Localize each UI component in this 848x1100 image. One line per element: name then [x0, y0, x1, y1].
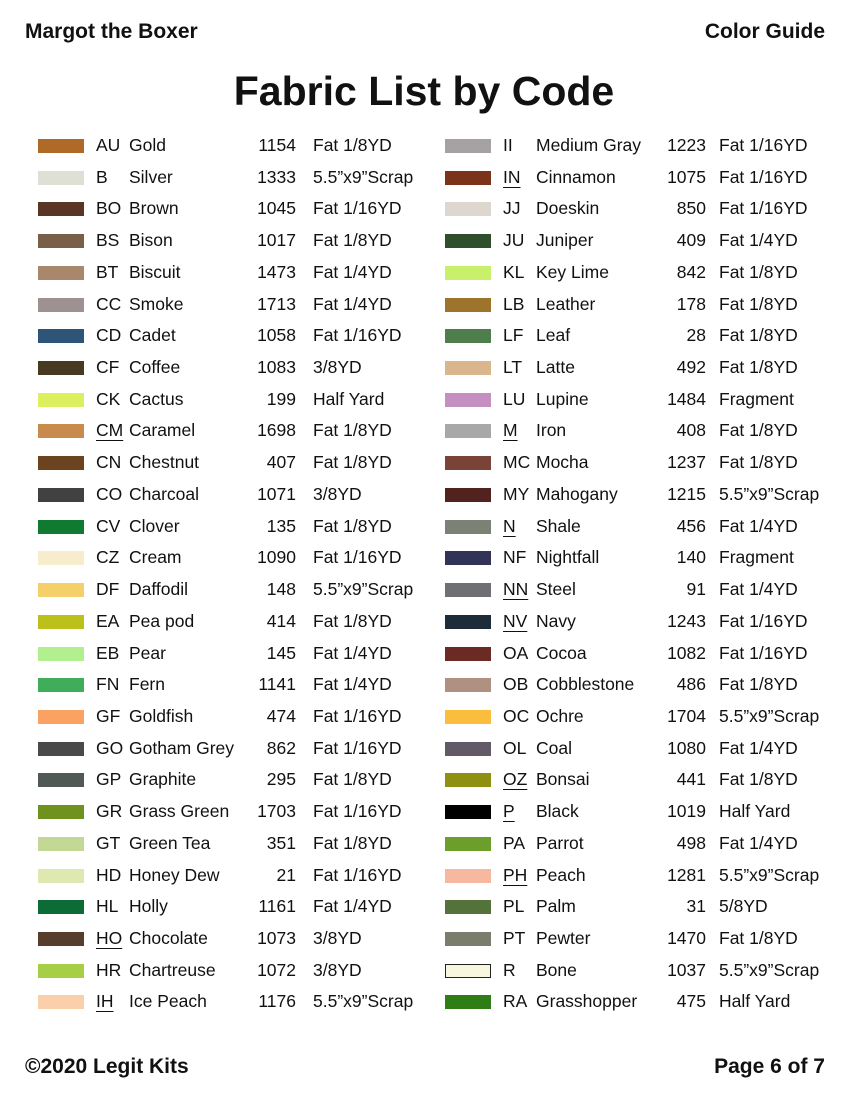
fabric-code: LB: [503, 293, 525, 314]
fabric-quantity: Fat 1/16YD: [313, 325, 402, 346]
fabric-code: LT: [503, 357, 523, 378]
fabric-number: 492: [676, 357, 706, 378]
fabric-name: Leather: [536, 293, 596, 314]
fabric-quantity: Fat 1/16YD: [313, 864, 402, 885]
fabric-code: CC: [96, 293, 122, 314]
fabric-number: 1176: [258, 991, 296, 1012]
fabric-number: 414: [266, 610, 296, 631]
fabric-quantity: Half Yard: [719, 991, 791, 1012]
fabric-number: 1215: [667, 483, 706, 504]
fabric-number: 407: [266, 452, 296, 473]
color-swatch: [38, 171, 84, 185]
fabric-quantity: Fat 1/8YD: [313, 452, 392, 473]
color-swatch: [38, 805, 84, 819]
fabric-code: PH: [503, 864, 528, 885]
fabric-number: 351: [266, 832, 296, 853]
fabric-number: 1161: [258, 896, 296, 917]
fabric-quantity: Fat 1/16YD: [313, 198, 402, 219]
fabric-name: Smoke: [129, 293, 184, 314]
fabric-quantity: Fat 1/16YD: [313, 547, 402, 568]
fabric-quantity: Fat 1/8YD: [313, 769, 392, 790]
color-swatch: [38, 424, 84, 438]
color-swatch: [445, 805, 491, 819]
fabric-quantity: Half Yard: [313, 388, 385, 409]
fabric-number: 1243: [667, 610, 706, 631]
fabric-code: LU: [503, 388, 526, 409]
fabric-code: CK: [96, 388, 121, 409]
fabric-code: PL: [503, 896, 525, 917]
color-swatch: [38, 520, 84, 534]
color-swatch: [445, 361, 491, 375]
fabric-quantity: Fat 1/4YD: [313, 896, 392, 917]
fabric-name: Cinnamon: [536, 166, 616, 187]
fabric-number: 178: [676, 293, 706, 314]
fabric-name: Fern: [129, 674, 165, 695]
fabric-name: Bone: [536, 959, 577, 980]
color-swatch: [38, 773, 84, 787]
fabric-name: Black: [536, 801, 579, 822]
fabric-number: 28: [686, 325, 706, 346]
fabric-quantity: 5/8YD: [719, 896, 768, 917]
color-swatch: [445, 456, 491, 470]
color-swatch: [38, 298, 84, 312]
color-swatch: [445, 202, 491, 216]
fabric-quantity: 3/8YD: [313, 959, 362, 980]
fabric-code: NV: [503, 610, 528, 631]
fabric-code: MY: [503, 483, 530, 504]
fabric-name: Latte: [536, 357, 575, 378]
fabric-name: Chestnut: [129, 452, 200, 473]
fabric-code: OB: [503, 674, 529, 695]
fabric-code: LF: [503, 325, 524, 346]
guide-label: Color Guide: [704, 20, 825, 43]
fabric-quantity: Fat 1/16YD: [719, 198, 808, 219]
fabric-quantity: Fat 1/4YD: [719, 737, 798, 758]
fabric-number: 145: [266, 642, 296, 663]
color-swatch: [38, 202, 84, 216]
fabric-number: 140: [676, 547, 706, 568]
color-swatch: [38, 456, 84, 470]
fabric-code: OZ: [503, 769, 528, 790]
fabric-name: Coffee: [129, 357, 181, 378]
fabric-name: Steel: [536, 579, 576, 600]
fabric-code: R: [503, 959, 516, 980]
fabric-number: 1333: [257, 166, 296, 187]
fabric-number: 1075: [667, 166, 706, 187]
fabric-name: Honey Dew: [129, 864, 220, 885]
color-swatch: [38, 551, 84, 565]
color-swatch: [445, 869, 491, 883]
fabric-name: Goldfish: [129, 705, 194, 726]
fabric-quantity: Fragment: [719, 388, 794, 409]
color-swatch: [38, 742, 84, 756]
fabric-code: BT: [96, 261, 119, 282]
fabric-code: CM: [96, 420, 124, 441]
fabric-quantity: Fat 1/16YD: [313, 737, 402, 758]
fabric-name: Cream: [129, 547, 182, 568]
color-swatch: [445, 710, 491, 724]
fabric-number: 1073: [257, 927, 296, 948]
fabric-number: 1703: [257, 801, 296, 822]
fabric-code: M: [503, 420, 518, 441]
color-swatch: [38, 266, 84, 280]
fabric-name: Brown: [129, 198, 179, 219]
fabric-number: 1019: [667, 801, 706, 822]
fabric-name: Mahogany: [536, 483, 618, 504]
fabric-number: 486: [676, 674, 706, 695]
fabric-name: Graphite: [129, 769, 197, 790]
fabric-quantity: Fat 1/8YD: [719, 325, 798, 346]
color-swatch: [445, 266, 491, 280]
color-swatch: [38, 678, 84, 692]
color-swatch: [445, 393, 491, 407]
color-swatch: [445, 615, 491, 629]
fabric-name: Chartreuse: [129, 959, 216, 980]
fabric-quantity: Fat 1/8YD: [313, 135, 392, 155]
fabric-code: RA: [503, 991, 528, 1012]
fabric-number: 1713: [257, 293, 296, 314]
fabric-number: 456: [676, 515, 706, 536]
fabric-name: Pear: [129, 642, 166, 663]
fabric-code: B: [96, 166, 108, 187]
fabric-number: 1704: [667, 705, 706, 726]
fabric-code: II: [503, 135, 513, 155]
fabric-name: Charcoal: [129, 483, 200, 504]
fabric-name: Biscuit: [129, 261, 181, 282]
color-swatch: [38, 615, 84, 629]
color-swatch: [38, 837, 84, 851]
fabric-number: 498: [676, 832, 706, 853]
fabric-number: 1037: [667, 959, 706, 980]
color-swatch: [445, 995, 491, 1009]
fabric-name: Pewter: [536, 927, 591, 948]
fabric-code: MC: [503, 452, 531, 473]
fabric-name: Bonsai: [536, 769, 590, 790]
fabric-name: Cobblestone: [536, 674, 635, 695]
fabric-code: NF: [503, 547, 527, 568]
fabric-quantity: Fat 1/4YD: [719, 230, 798, 251]
fabric-number: 1045: [257, 198, 296, 219]
fabric-code: P: [503, 801, 515, 822]
fabric-name: Ochre: [536, 705, 584, 726]
fabric-name: Daffodil: [129, 579, 189, 600]
fabric-quantity: Fat 1/8YD: [719, 420, 798, 441]
color-swatch: [445, 742, 491, 756]
fabric-number: 474: [266, 705, 296, 726]
fabric-code: HL: [96, 896, 119, 917]
fabric-name: Chocolate: [129, 927, 208, 948]
color-swatch: [38, 329, 84, 343]
fabric-quantity: Fat 1/4YD: [313, 674, 392, 695]
fabric-code: OA: [503, 642, 529, 663]
color-swatch: [38, 932, 84, 946]
color-swatch: [38, 393, 84, 407]
fabric-number: 199: [266, 388, 296, 409]
color-swatch: [38, 361, 84, 375]
fabric-quantity: Fat 1/8YD: [719, 357, 798, 378]
fabric-quantity: Fat 1/8YD: [719, 769, 798, 790]
color-swatch: [445, 583, 491, 597]
fabric-quantity: Fat 1/16YD: [719, 642, 808, 663]
color-swatch: [38, 234, 84, 248]
color-swatch: [38, 583, 84, 597]
fabric-quantity: 5.5”x9”Scrap: [313, 166, 414, 187]
fabric-name: Shale: [536, 515, 581, 536]
color-swatch: [445, 964, 491, 978]
fabric-number: 1470: [667, 927, 706, 948]
page-title: Fabric List by Code: [233, 68, 615, 114]
fabric-name: Peach: [536, 864, 586, 885]
fabric-name: Cactus: [129, 388, 184, 409]
fabric-name: Caramel: [129, 420, 196, 441]
fabric-quantity: Fat 1/4YD: [313, 261, 392, 282]
fabric-name: Clover: [129, 515, 180, 536]
fabric-number: 1090: [257, 547, 296, 568]
fabric-quantity: Fat 1/16YD: [313, 801, 402, 822]
color-swatch: [445, 678, 491, 692]
fabric-quantity: Fat 1/8YD: [313, 832, 392, 853]
fabric-number: 21: [276, 864, 296, 885]
fabric-name: Medium Gray: [536, 135, 642, 155]
fabric-quantity: Fat 1/16YD: [719, 135, 808, 155]
fabric-quantity: 5.5”x9”Scrap: [313, 579, 414, 600]
fabric-code: CV: [96, 515, 121, 536]
color-swatch: [38, 647, 84, 661]
fabric-code: GO: [96, 737, 124, 758]
color-swatch: [38, 869, 84, 883]
page-number: Page 6 of 7: [714, 1055, 825, 1078]
fabric-number: 31: [686, 896, 706, 917]
fabric-quantity: 5.5”x9”Scrap: [313, 991, 414, 1012]
fabric-quantity: Fat 1/8YD: [719, 293, 798, 314]
color-swatch: [445, 298, 491, 312]
fabric-code: OL: [503, 737, 527, 758]
fabric-code: GR: [96, 801, 123, 822]
color-swatch: [445, 171, 491, 185]
fabric-code: GF: [96, 705, 121, 726]
fabric-quantity: Fat 1/8YD: [313, 230, 392, 251]
fabric-number: 850: [676, 198, 706, 219]
fabric-quantity: 3/8YD: [313, 927, 362, 948]
fabric-name: Key Lime: [536, 261, 609, 282]
color-swatch: [445, 551, 491, 565]
fabric-code: JJ: [503, 198, 521, 219]
color-swatch: [445, 900, 491, 914]
fabric-name: Gold: [129, 135, 166, 155]
fabric-number: 1058: [257, 325, 296, 346]
fabric-code: AU: [96, 135, 121, 155]
fabric-code: HR: [96, 959, 122, 980]
fabric-name: Green Tea: [129, 832, 211, 853]
fabric-name: Lupine: [536, 388, 589, 409]
fabric-quantity: Fat 1/8YD: [719, 261, 798, 282]
fabric-quantity: Fat 1/16YD: [719, 610, 808, 631]
color-swatch: [445, 234, 491, 248]
fabric-name: Bison: [129, 230, 173, 251]
fabric-number: 1080: [667, 737, 706, 758]
fabric-quantity: Fat 1/8YD: [313, 420, 392, 441]
fabric-code: BO: [96, 198, 122, 219]
fabric-name: Grasshopper: [536, 991, 638, 1012]
fabric-code: IH: [96, 991, 114, 1012]
fabric-number: 1083: [257, 357, 296, 378]
fabric-name: Leaf: [536, 325, 571, 346]
fabric-quantity: Fat 1/4YD: [313, 642, 392, 663]
fabric-code: HD: [96, 864, 122, 885]
fabric-quantity: Fat 1/8YD: [719, 674, 798, 695]
color-swatch: [445, 932, 491, 946]
fabric-number: 475: [676, 991, 706, 1012]
fabric-name: Grass Green: [129, 801, 230, 822]
fabric-name: Doeskin: [536, 198, 600, 219]
fabric-quantity: Fat 1/4YD: [313, 293, 392, 314]
fabric-code: CZ: [96, 547, 120, 568]
fabric-name: Cocoa: [536, 642, 587, 663]
fabric-code: CD: [96, 325, 122, 346]
fabric-number: 842: [676, 261, 706, 282]
fabric-number: 441: [676, 769, 706, 790]
fabric-name: Gotham Grey: [129, 737, 235, 758]
fabric-code: HO: [96, 927, 123, 948]
fabric-quantity: Fat 1/16YD: [313, 705, 402, 726]
fabric-number: 1017: [257, 230, 296, 251]
fabric-quantity: Fat 1/8YD: [313, 610, 392, 631]
fabric-code: IN: [503, 166, 521, 187]
fabric-code: EA: [96, 610, 120, 631]
fabric-quantity: Half Yard: [719, 801, 791, 822]
color-swatch: [445, 329, 491, 343]
color-swatch: [38, 488, 84, 502]
fabric-quantity: 3/8YD: [313, 357, 362, 378]
fabric-quantity: 5.5”x9”Scrap: [719, 864, 820, 885]
fabric-name: Parrot: [536, 832, 584, 853]
fabric-quantity: Fat 1/4YD: [719, 515, 798, 536]
color-swatch: [38, 964, 84, 978]
fabric-number: 295: [266, 769, 296, 790]
fabric-code: FN: [96, 674, 120, 695]
fabric-code: CF: [96, 357, 120, 378]
fabric-name: Ice Peach: [129, 991, 207, 1012]
fabric-quantity: 3/8YD: [313, 483, 362, 504]
fabric-number: 1223: [667, 135, 706, 155]
fabric-name: Mocha: [536, 452, 589, 473]
fabric-code: KL: [503, 261, 525, 282]
fabric-number: 1072: [257, 959, 296, 980]
fabric-name: Palm: [536, 896, 576, 917]
fabric-code: N: [503, 515, 516, 536]
fabric-name: Silver: [129, 166, 173, 187]
fabric-number: 1698: [257, 420, 296, 441]
fabric-name: Juniper: [536, 230, 594, 251]
fabric-code: BS: [96, 230, 120, 251]
color-swatch: [445, 488, 491, 502]
fabric-number: 91: [686, 579, 706, 600]
color-swatch: [445, 520, 491, 534]
fabric-number: 1473: [257, 261, 296, 282]
fabric-quantity: Fat 1/8YD: [719, 452, 798, 473]
fabric-code: DF: [96, 579, 120, 600]
fabric-quantity: 5.5”x9”Scrap: [719, 483, 820, 504]
fabric-code: PT: [503, 927, 526, 948]
fabric-number: 1281: [667, 864, 706, 885]
fabric-quantity: Fat 1/16YD: [719, 166, 808, 187]
fabric-number: 148: [266, 579, 296, 600]
color-swatch: [38, 139, 84, 153]
fabric-number: 862: [266, 737, 296, 758]
fabric-name: Cadet: [129, 325, 176, 346]
fabric-name: Navy: [536, 610, 576, 631]
fabric-quantity: 5.5”x9”Scrap: [719, 705, 820, 726]
fabric-number: 1141: [258, 674, 296, 695]
color-swatch: [445, 139, 491, 153]
fabric-quantity: Fat 1/4YD: [719, 579, 798, 600]
fabric-number: 1154: [258, 135, 296, 155]
pattern-name: Margot the Boxer: [25, 20, 198, 43]
fabric-code: NN: [503, 579, 529, 600]
fabric-name: Coal: [536, 737, 572, 758]
fabric-number: 408: [676, 420, 706, 441]
fabric-code: GP: [96, 769, 122, 790]
fabric-code: OC: [503, 705, 530, 726]
fabric-code: CO: [96, 483, 123, 504]
color-swatch: [38, 900, 84, 914]
fabric-quantity: Fat 1/4YD: [719, 832, 798, 853]
fabric-number: 1071: [257, 483, 296, 504]
fabric-code: GT: [96, 832, 121, 853]
color-swatch: [445, 837, 491, 851]
color-swatch: [445, 647, 491, 661]
color-swatch: [445, 773, 491, 787]
fabric-number: 1082: [667, 642, 706, 663]
fabric-name: Pea pod: [129, 610, 195, 631]
fabric-code: EB: [96, 642, 120, 663]
fabric-code: CN: [96, 452, 122, 473]
color-swatch: [38, 710, 84, 724]
fabric-name: Holly: [129, 896, 168, 917]
fabric-name: Nightfall: [536, 547, 600, 568]
fabric-name: Iron: [536, 420, 567, 441]
fabric-number: 135: [266, 515, 296, 536]
fabric-quantity: 5.5”x9”Scrap: [719, 959, 820, 980]
fabric-number: 1484: [667, 388, 706, 409]
color-swatch: [38, 995, 84, 1009]
color-swatch: [445, 424, 491, 438]
copyright: ©2020 Legit Kits: [25, 1055, 189, 1078]
fabric-code: JU: [503, 230, 525, 251]
fabric-quantity: Fragment: [719, 547, 794, 568]
fabric-number: 1237: [667, 452, 706, 473]
fabric-quantity: Fat 1/8YD: [313, 515, 392, 536]
fabric-number: 409: [676, 230, 706, 251]
fabric-code: PA: [503, 832, 526, 853]
fabric-quantity: Fat 1/8YD: [719, 927, 798, 948]
